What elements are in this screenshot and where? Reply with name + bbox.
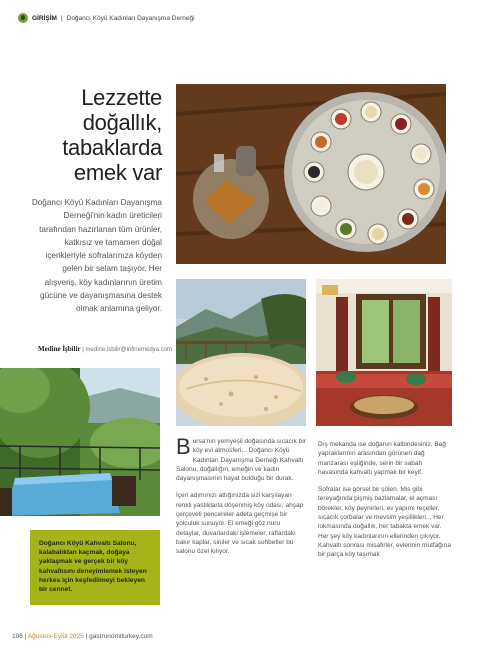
- body-column-2: [318, 440, 452, 568]
- byline-separator: |: [82, 347, 84, 353]
- leaf-logo-icon: [18, 13, 28, 23]
- column2-paragraph-1: Dış mekanda ise doğanın kalbindesiniz. Bağ yapraklarının arasından görünen dağ manzarası eşliğinde, serin bir sabah havasında kahvaltı yapmak bir keyif.: [318, 441, 446, 476]
- bazlama-mountain-photo: [176, 279, 306, 426]
- title-line-4: emek var: [73, 160, 162, 185]
- website-link[interactable]: gastronomiturkey.com: [89, 633, 153, 640]
- garden-terrace-photo: [0, 368, 160, 516]
- callout-box: Doğancı Köyü Kahvaltı Salonu, kalabalıktan kaçmak, doğaya yaklaşmak ve gerçek bir köy kahvaltısını deneyimlemek isteyen herkes için keşfedilmeyi bekleyen bir cennet.: [30, 530, 160, 605]
- header-subtitle: Doğancı Köyü Kadınları Dayanışma Derneği: [66, 14, 195, 22]
- title-line-2: doğallık,: [82, 110, 162, 135]
- article-title: [12, 85, 162, 185]
- village-room-photo: [316, 279, 452, 426]
- column2-paragraph-2: Sofralar ise görsel bir şölen. Mis gibi tereyağında pişmiş bazlamalar, el açması börekler, köy peynirleri, ev yapımı reçeller, sıcacık çorbalar ve mevsim yeşillikleri... Her lokmasında doğallık, her tabakta emek var. Her şey köy kadınlarının ellerinden çıkıyor. Kahvaltı sonrası misafirler, evlerinin mutfağına bir parça köy taşımak: [318, 486, 451, 559]
- page-number: 106: [12, 633, 23, 640]
- byline: [22, 345, 172, 353]
- body-column-1: [176, 434, 306, 565]
- author-name: Medine İşbilir: [38, 345, 81, 353]
- running-header: [18, 13, 195, 23]
- author-email: medine.isbilir@infinemedya.com: [85, 347, 172, 353]
- column1-paragraph-1: [176, 434, 306, 483]
- footer-separator-1: |: [24, 633, 27, 640]
- footer-separator-2: |: [85, 633, 88, 640]
- issue-date: Ağustos-Eylül 2025: [27, 633, 84, 640]
- page-footer: [12, 633, 153, 640]
- title-line-3: tabaklarda: [62, 135, 162, 160]
- title-line-1: Lezzette: [81, 85, 162, 110]
- section-label: GİRİŞİM: [32, 14, 57, 22]
- column1-paragraph-1-text: ursa'nın yemyeşil doğasında sıcacık bir köy evi atmosferi... Doğancı Köyü Kadınları Dayanışma Derneği Kahvaltı Salonu, doğallığın, emeğin ve kadın dayanışmasının hayat bulduğu bir durak.: [176, 438, 306, 483]
- lead-paragraph: Doğancı Köyü Kadınları Dayanışma Derneği'nin kadın üreticileri tarafından hazırlanan tüm ürünler, katkısız ve tamamen doğal içerikleriyle sofralarınıza köyden gelen bir selam taşıyor. Her alışveriş, köy kadınlarının üretim gücüne ve dayanışmasına destek olmak anlamına geliyor.: [31, 198, 162, 314]
- breakfast-tray-photo: [176, 84, 446, 264]
- header-separator: |: [60, 14, 63, 22]
- drop-cap: B: [176, 434, 191, 459]
- column1-paragraph-2: İçeri adımınızı attığınızda sizi karşılayan renkli yastıklarla döşenmiş köy odası, ahşap çerçeveli pencereler adeta geçmişe bir yolculuk sunuyor. El emeği göz nuru detaylar, duvarlardaki işlemeler, raflardaki bakır kaplar, siniler ve sıcak sohbetler bu salonu özel kılıyor.: [176, 492, 304, 556]
